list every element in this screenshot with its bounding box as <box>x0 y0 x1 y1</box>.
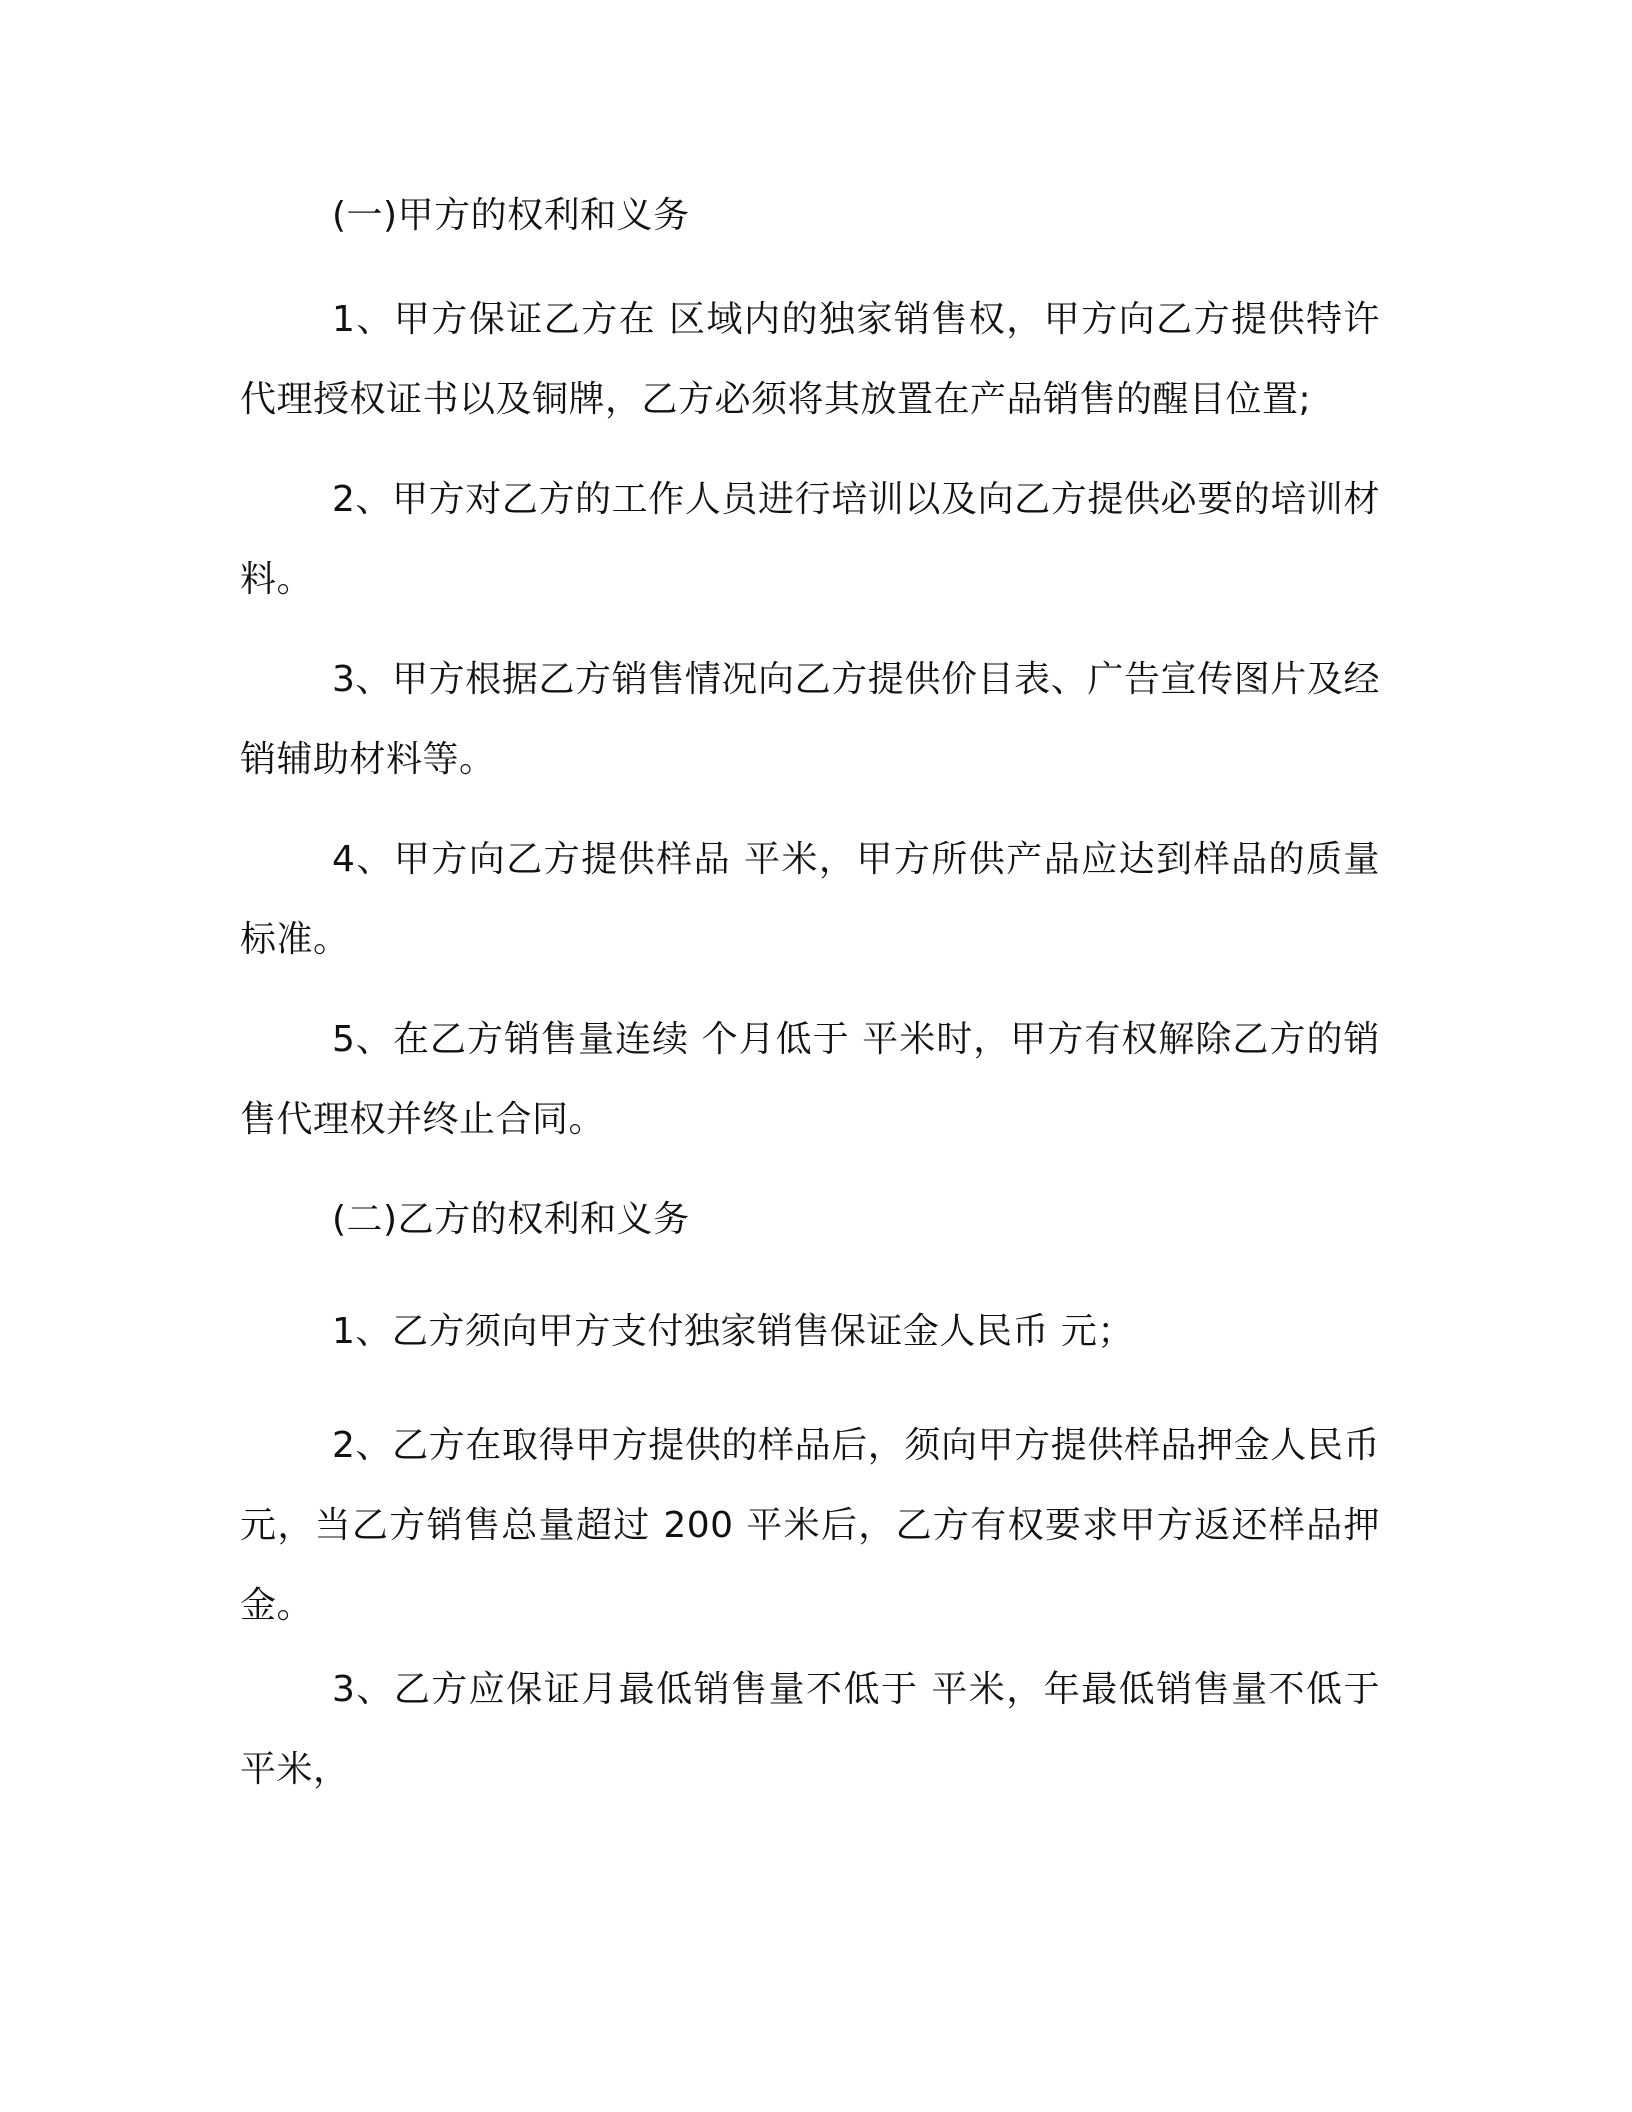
section-a-item-4: 4、甲方向乙方提供样品 平米，甲方所供产品应达到样品的质量标准。 <box>240 839 1380 960</box>
section-a-heading: (一)甲方的权利和义务 <box>332 195 690 236</box>
section-b-item-1: 1、乙方须向甲方支付独家销售保证金人民币 元； <box>332 1311 1134 1352</box>
section-a-item-2: 2、甲方对乙方的工作人员进行培训以及向乙方提供必要的培训材料。 <box>240 479 1380 600</box>
section-a-item-3: 3、甲方根据乙方销售情况向乙方提供价目表、广告宣传图片及经销辅助材料等。 <box>240 659 1380 780</box>
section-b-item-2: 2、乙方在取得甲方提供的样品后，须向甲方提供样品押金人民币 元，当乙方销售总量超过 200 平米后，乙方有权要求甲方返还样品押金。 <box>240 1425 1380 1626</box>
section-a-item-5: 5、在乙方销售量连续 个月低于 平米时，甲方有权解除乙方的销售代理权并终止合同。 <box>240 1019 1380 1140</box>
section-b-item-3: 3、乙方应保证月最低销售量不低于 平米，年最低销售量不低于 平米， <box>240 1669 1380 1790</box>
section-a-item-1: 1、甲方保证乙方在 区域内的独家销售权，甲方向乙方提供特许代理授权证书以及铜牌，乙方必须将其放置在产品销售的醒目位置; <box>240 299 1380 420</box>
section-b-heading: (二)乙方的权利和义务 <box>332 1199 690 1240</box>
